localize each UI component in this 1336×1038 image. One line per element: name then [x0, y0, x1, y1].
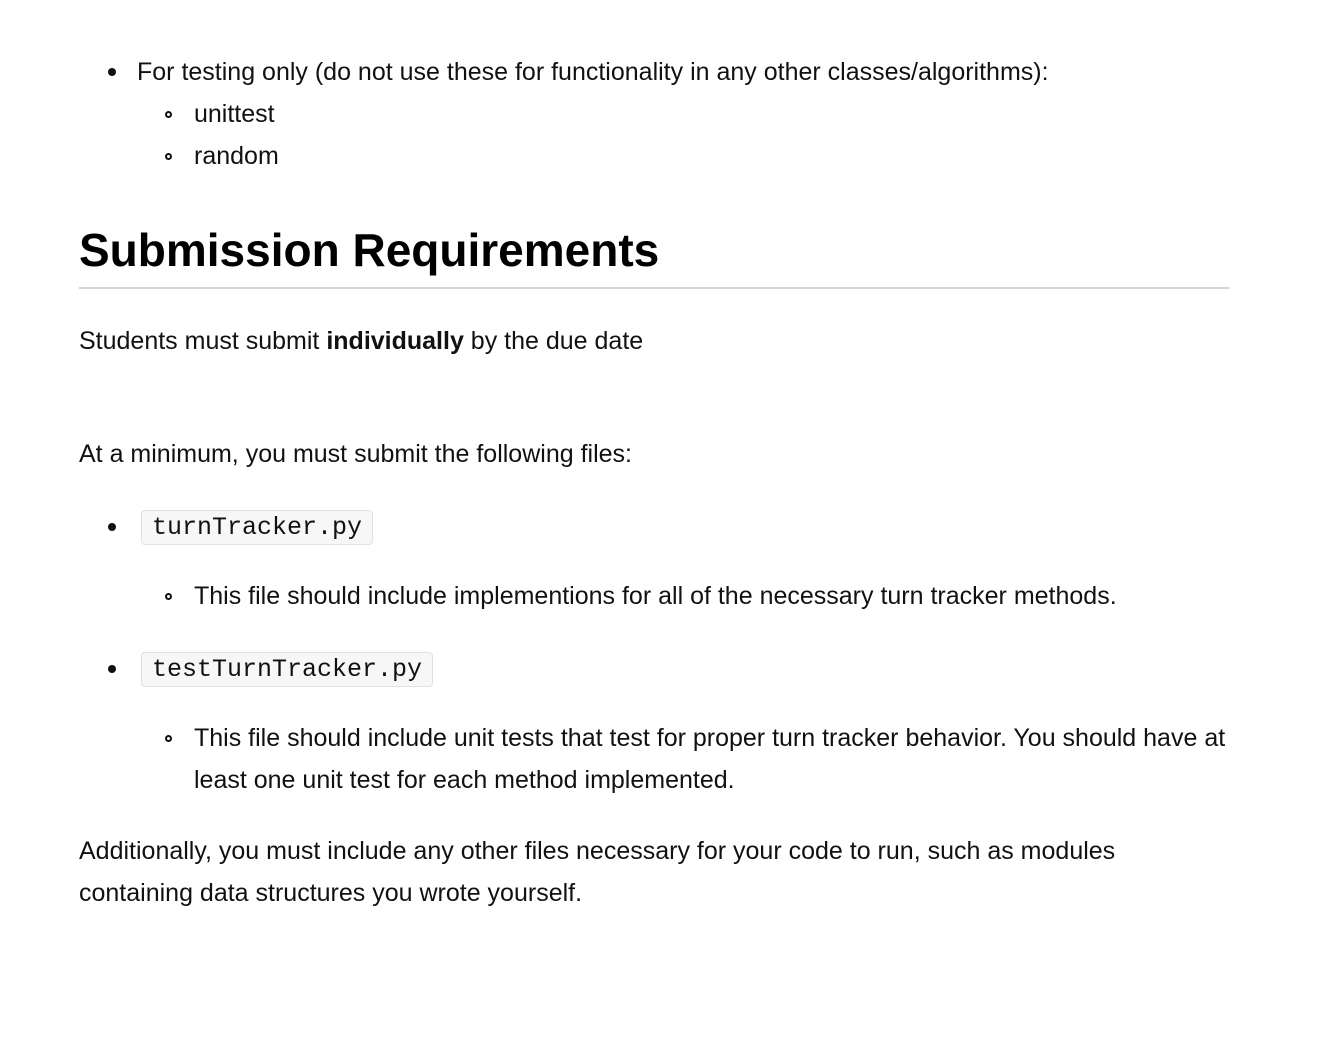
bullet-disc-icon — [108, 68, 116, 76]
file-description-text: This file should include unit tests that test for proper turn tracker behavior. You should have at least one unit test for each method implemented. — [194, 724, 1226, 794]
file-description — [79, 575, 1229, 617]
bullet-circle-icon — [165, 111, 172, 118]
additional-note: Additionally, you must include any other files necessary for your code to run, such as modules containing data structures you wrote yourself. — [79, 837, 1116, 907]
testing-item-random: random — [194, 142, 279, 170]
file-name-code: turnTracker.py — [141, 510, 373, 545]
individual-note-after: by the due date — [463, 327, 644, 355]
individual-note — [79, 320, 1229, 362]
heading-divider — [79, 287, 1229, 289]
file-item-testturntracker — [79, 647, 1229, 691]
list-item — [79, 135, 1229, 177]
file-description-text: This file should include implementions for all of the necessary turn tracker methods. — [194, 582, 1117, 610]
clipped-text-line — [79, 369, 679, 375]
file-item-turntracker — [79, 505, 1229, 549]
testing-item-unittest: unittest — [194, 100, 275, 128]
testing-list — [79, 51, 1229, 177]
bullet-circle-icon — [165, 593, 172, 600]
individual-note-bold: individually — [326, 327, 464, 355]
list-item — [79, 93, 1229, 135]
list-item — [79, 51, 1229, 93]
bullet-circle-icon — [165, 735, 172, 742]
section-heading: Submission Requirements — [79, 224, 660, 276]
bullet-disc-icon — [108, 523, 116, 531]
minimum-intro: At a minimum, you must submit the following files: — [79, 440, 632, 468]
clipped-text — [79, 369, 679, 375]
bullet-circle-icon — [165, 153, 172, 160]
file-description — [79, 717, 1229, 801]
bullet-disc-icon — [108, 665, 116, 673]
testing-intro-text: For testing only (do not use these for functionality in any other classes/algorithms): — [137, 58, 1049, 86]
file-name-code: testTurnTracker.py — [141, 652, 433, 687]
individual-note-before: Students must submit — [79, 327, 327, 355]
